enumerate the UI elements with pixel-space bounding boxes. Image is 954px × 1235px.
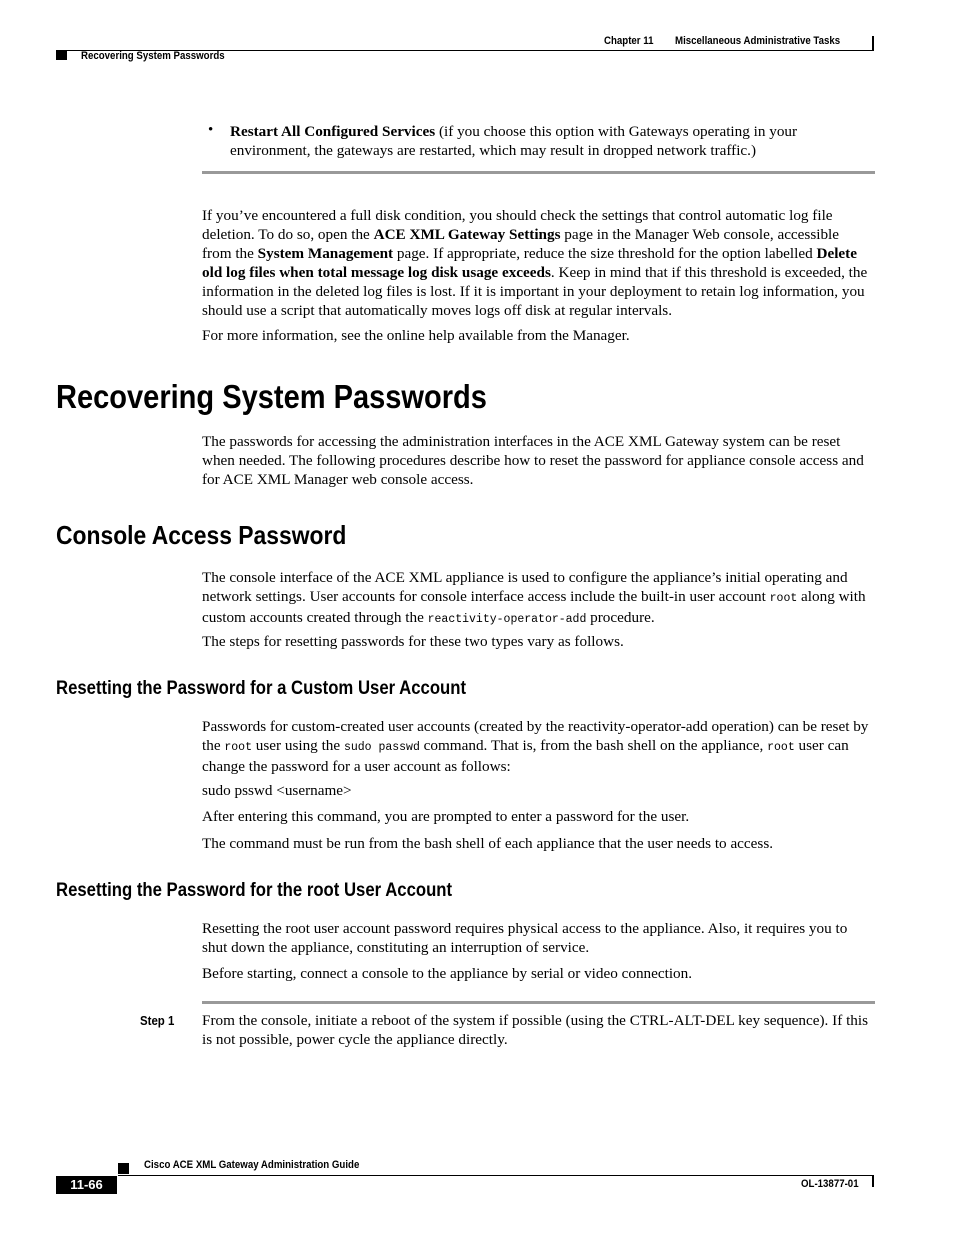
disk-text-3: page. If appropriate, reduce the size threshold for the option labelled <box>393 245 817 262</box>
heading-recovering-system-passwords: Recovering System Passwords <box>56 378 487 415</box>
heading-root-user-account: Resetting the Password for the root User Account <box>56 880 453 901</box>
step-1-label: Step 1 <box>140 1013 175 1028</box>
steps-vary-paragraph: The steps for resetting passwords for these two types vary as follows. <box>202 633 624 650</box>
custom-text-1: Passwords for custom-created user accounts (created by the reactivity-operator-add operation) can be reset by the <box>202 718 869 754</box>
bullet-bold: Restart All Configured Services <box>230 123 436 140</box>
console-code-root: root <box>769 592 798 605</box>
bullet-item <box>230 122 870 160</box>
heading-console-access-password: Console Access Password <box>56 520 347 550</box>
footer-guide-title: Cisco ACE XML Gateway Administration Guide <box>144 1159 360 1171</box>
disk-paragraph <box>202 206 872 320</box>
footer-doc-id: OL-13877-01 <box>801 1178 859 1190</box>
custom-code-root-2: root <box>767 741 795 754</box>
bullet-text: (if you choose this option with Gateways operating in your environment, the gateways are restarted, which may result in dropped network traffic.) <box>230 123 798 159</box>
footer-marker <box>118 1163 129 1174</box>
disk-text-4: . Keep in mind that if this threshold is exceeded, the information in the deleted log files is lost. If it is important in your deployment to retain log information, you should use a script that automatically moves logs off disk at regular intervals. <box>202 264 868 319</box>
section-running-head: Recovering System Passwords <box>81 50 225 62</box>
console-code-operator-add: reactivity-operator-add <box>427 613 587 626</box>
more-info-paragraph: For more information, see the online help available from the Manager. <box>202 327 630 344</box>
custom-code-sudo-passwd: sudo passwd <box>343 741 420 754</box>
chapter-number: Chapter 11 <box>604 35 654 47</box>
custom-code-root-1: root <box>224 741 252 754</box>
footer-rule <box>118 1175 874 1176</box>
before-starting-paragraph: Before starting, connect a console to the appliance by serial or video connection. <box>202 965 693 982</box>
disk-bold-3: Delete old log files when total message log disk usage exceeds <box>202 245 857 281</box>
footer-tick <box>872 1176 874 1187</box>
custom-text-2: user using the <box>251 737 344 754</box>
recovering-paragraph: The passwords for accessing the administration interfaces in the ACE XML Gateway system can be reset when needed. The following procedures describe how to reset the password for appliance console access and for ACE XML Manager web console access. <box>202 433 864 488</box>
step-divider <box>202 1001 875 1004</box>
custom-paragraph <box>202 717 872 776</box>
root-paragraph: Resetting the root user account password requires physical access to the appliance. Also, it requires you to shut down the appliance, constituting an interruption of service. <box>202 920 848 956</box>
disk-bold-2: System Management <box>257 245 394 262</box>
console-text-2: along with custom accounts created through the <box>202 588 866 626</box>
command-example: sudo psswd <username> <box>202 782 352 799</box>
bullet-icon: • <box>208 122 214 138</box>
disk-text-2: page in the Manager Web console, accessible from the <box>202 226 840 262</box>
disk-bold-1: ACE XML Gateway Settings <box>373 226 561 243</box>
chapter-title: Miscellaneous Administrative Tasks <box>675 35 841 47</box>
disk-text-1: If you’ve encountered a full disk condition, you should check the settings that control automatic log file deletion. To do so, open the <box>202 207 833 243</box>
console-paragraph <box>202 568 872 629</box>
header-tick <box>872 36 874 50</box>
after-command-paragraph: After entering this command, you are prompted to enter a password for the user. <box>202 808 690 825</box>
step-1-text: From the console, initiate a reboot of the system if possible (using the CTRL-ALT-DEL key sequence). If this is not possible, power cycle the appliance directly. <box>202 1012 869 1048</box>
heading-custom-user-account: Resetting the Password for a Custom User Account <box>56 678 467 699</box>
console-text-3: procedure. <box>586 609 655 626</box>
section-divider <box>202 171 875 174</box>
custom-text-4: user can change the password for a user account as follows: <box>202 737 849 775</box>
must-run-paragraph: The command must be run from the bash shell of each appliance that the user needs to access. <box>202 835 774 852</box>
page-number: 11-66 <box>56 1176 117 1194</box>
header-marker <box>56 51 67 60</box>
custom-text-3: command. That is, from the bash shell on the appliance, <box>419 737 768 754</box>
console-text-1: The console interface of the ACE XML appliance is used to configure the appliance’s initial operating and network settings. User accounts for console interface access include the built-in user account <box>202 569 848 605</box>
